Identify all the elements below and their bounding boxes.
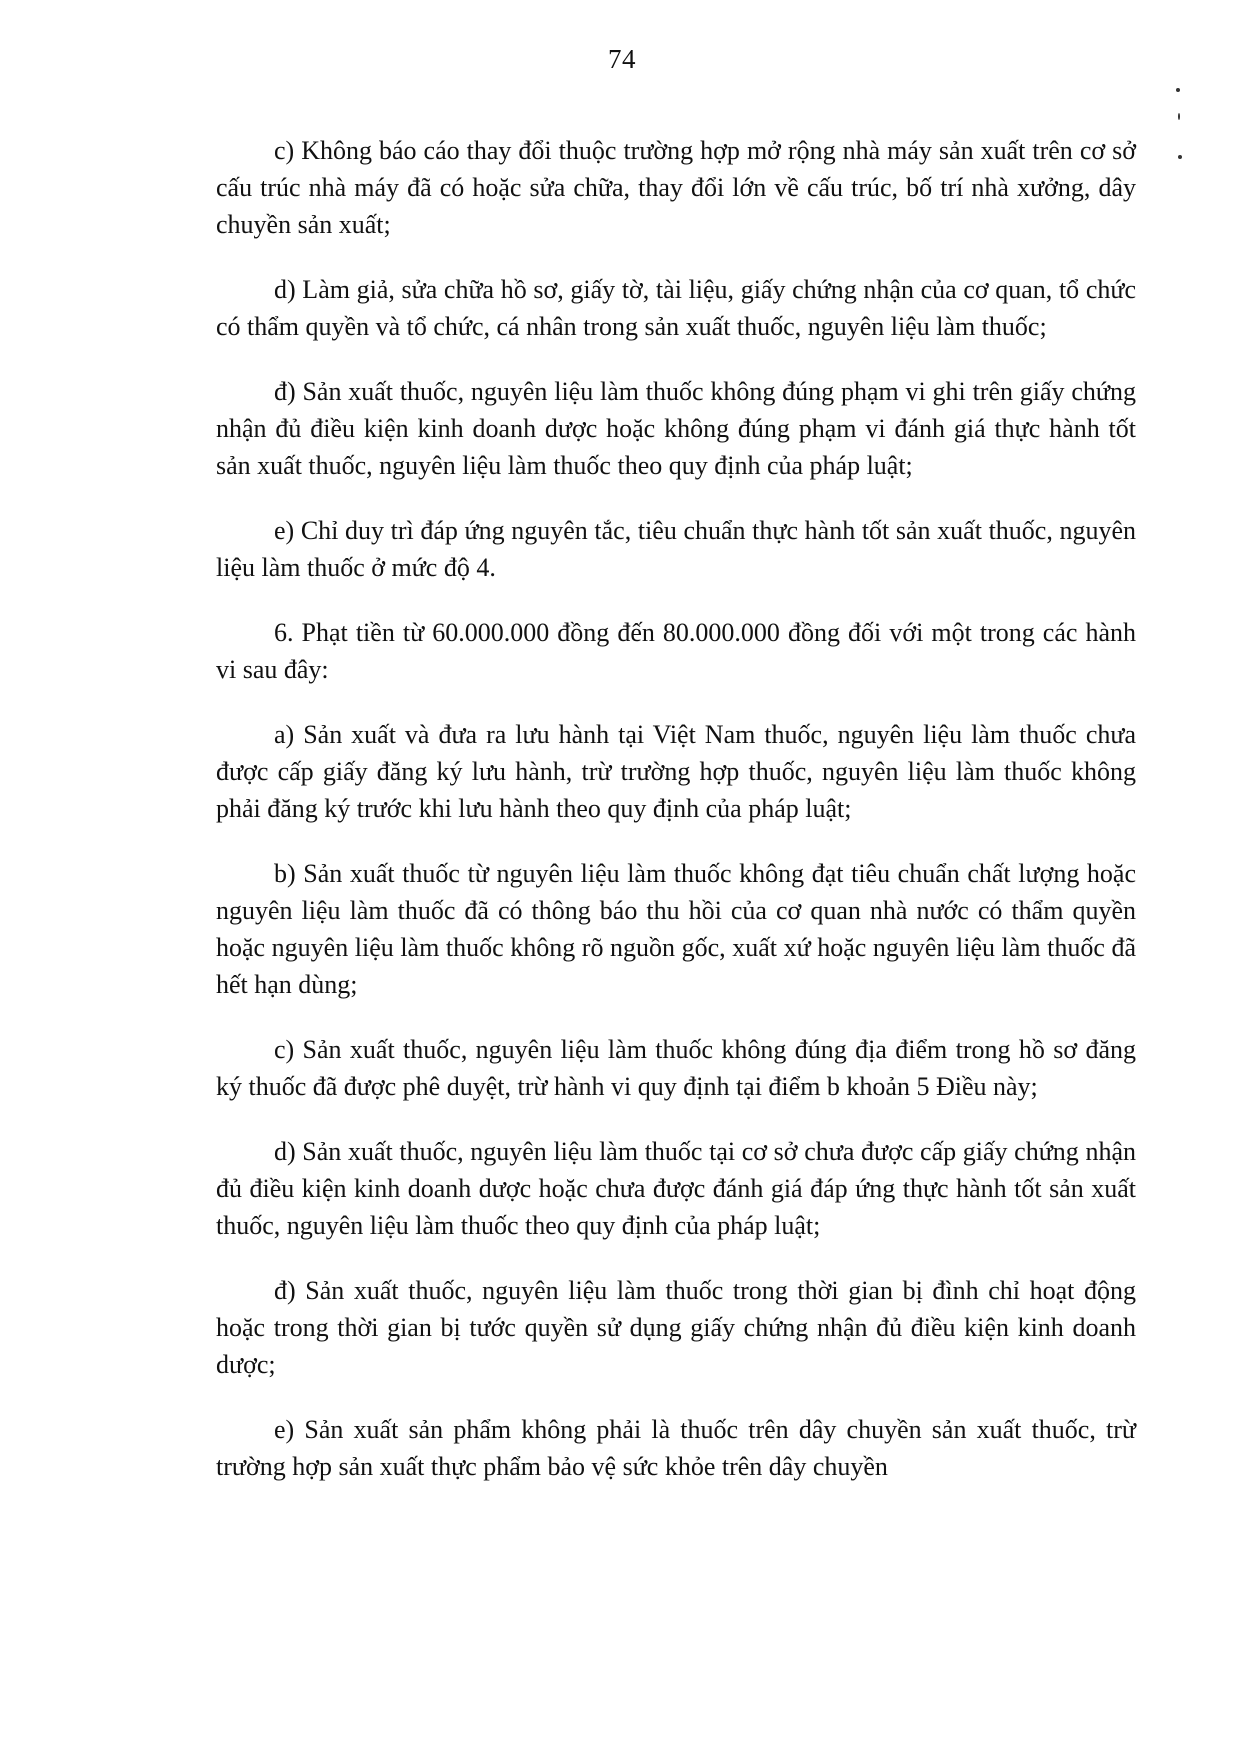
clause-6: 6. Phạt tiền từ 60.000.000 đồng đến 80.000.000 đồng đối với một trong các hành vi sau đây:: [216, 618, 1136, 684]
paragraph-6e: e) Sản xuất sản phẩm không phải là thuốc trên dây chuyền sản xuất thuốc, trừ trường hợp sản xuất thực phẩm bảo vệ sức khỏe trên dây chuyền: [216, 1415, 1136, 1481]
paragraph-6dd: đ) Sản xuất thuốc, nguyên liệu làm thuốc trong thời gian bị đình chỉ hoạt động hoặc trong thời gian bị tước quyền sử dụng giấy chứng nhận đủ điều kiện kinh doanh dược;: [216, 1276, 1136, 1379]
scan-speck: [1178, 113, 1180, 120]
scan-speck: [1176, 88, 1180, 92]
paragraph-6c: c) Sản xuất thuốc, nguyên liệu làm thuốc không đúng địa điểm trong hồ sơ đăng ký thuốc đã được phê duyệt, trừ hành vi quy định tại điểm b khoản 5 Điều này;: [216, 1035, 1136, 1101]
paragraph-6b: b) Sản xuất thuốc từ nguyên liệu làm thuốc không đạt tiêu chuẩn chất lượng hoặc nguyên liệu làm thuốc đã có thông báo thu hồi của cơ quan nhà nước có thẩm quyền hoặc nguyên liệu làm thuốc không rõ nguồn gốc, xuất xứ hoặc nguyên liệu làm thuốc đã hết hạn dùng;: [216, 859, 1136, 999]
paragraph-5e: e) Chỉ duy trì đáp ứng nguyên tắc, tiêu chuẩn thực hành tốt sản xuất thuốc, nguyên liệu làm thuốc ở mức độ 4.: [216, 516, 1136, 582]
paragraph-6a: a) Sản xuất và đưa ra lưu hành tại Việt Nam thuốc, nguyên liệu làm thuốc chưa được cấp giấy đăng ký lưu hành, trừ trường hợp thuốc, nguyên liệu làm thuốc không phải đăng ký trước khi lưu hành theo quy định của pháp luật;: [216, 720, 1136, 823]
paragraph-5dd: đ) Sản xuất thuốc, nguyên liệu làm thuốc không đúng phạm vi ghi trên giấy chứng nhận đủ điều kiện kinh doanh dược hoặc không đúng phạm vi đánh giá thực hành tốt sản xuất thuốc, nguyên liệu làm thuốc theo quy định của pháp luật;: [216, 377, 1136, 480]
document-body: [216, 132, 1136, 1513]
scan-speck: [1178, 155, 1182, 159]
paragraph-6d: d) Sản xuất thuốc, nguyên liệu làm thuốc tại cơ sở chưa được cấp giấy chứng nhận đủ điều kiện kinh doanh dược hoặc chưa được đánh giá đáp ứng thực hành tốt sản xuất thuốc, nguyên liệu làm thuốc theo quy định của pháp luật;: [216, 1137, 1136, 1240]
paragraph-5c: c) Không báo cáo thay đổi thuộc trường hợp mở rộng nhà máy sản xuất trên cơ sở cấu trúc nhà máy đã có hoặc sửa chữa, thay đổi lớn về cấu trúc, bố trí nhà xưởng, dây chuyền sản xuất;: [216, 136, 1136, 239]
page-number: 74: [608, 44, 636, 74]
paragraph-5d: d) Làm giả, sửa chữa hồ sơ, giấy tờ, tài liệu, giấy chứng nhận của cơ quan, tổ chức có thẩm quyền và tổ chức, cá nhân trong sản xuất thuốc, nguyên liệu làm thuốc;: [216, 275, 1136, 341]
